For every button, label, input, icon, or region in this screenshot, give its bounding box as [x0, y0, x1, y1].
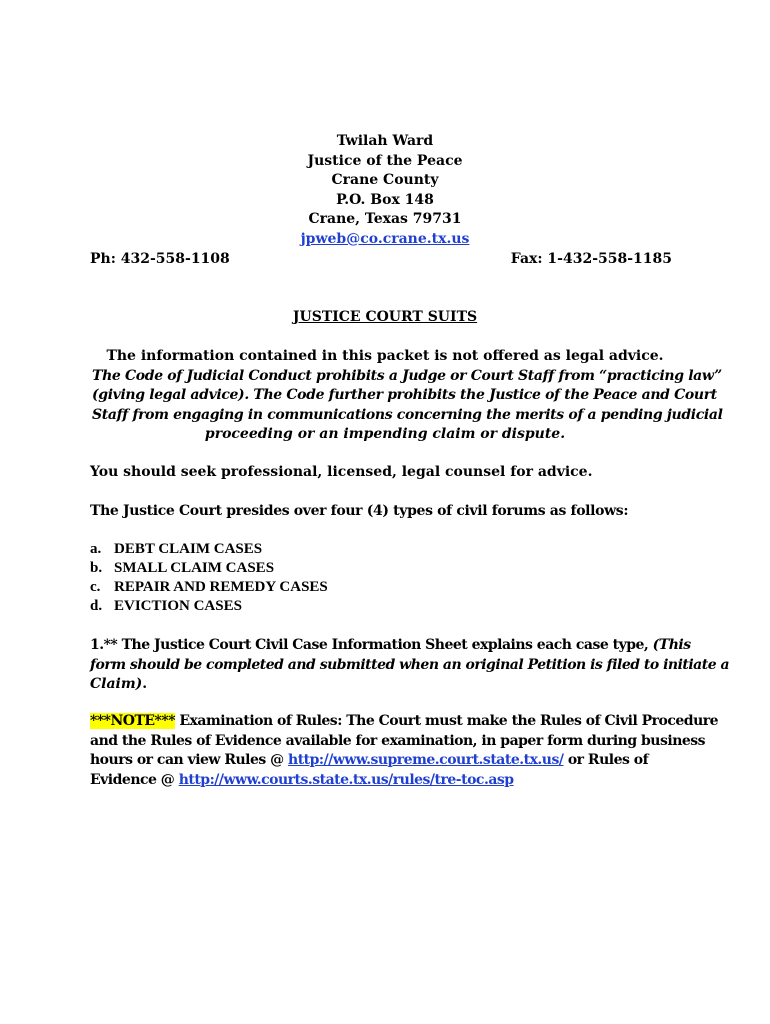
counsel-paragraph [90, 463, 680, 483]
list-item-label: EVICTION CASES [114, 598, 242, 614]
info-sheet-italic-1: (This [652, 637, 691, 653]
phone-number: Ph: 432-558-1108 [90, 251, 230, 267]
list-marker: b. [90, 560, 103, 576]
info-sheet-end: . [142, 676, 148, 692]
po-box: P.O. Box 148 [336, 191, 434, 208]
info-sheet-line-1 [90, 636, 691, 656]
list-item [90, 540, 490, 559]
disclaimer-line-2: The Code of Judicial Conduct prohibits a Judge or Court Staff from “practicing law” [92, 367, 722, 384]
list-item [90, 559, 490, 578]
list-marker: d. [90, 598, 103, 614]
note-line-1 [90, 712, 719, 732]
note-text-4: Evidence @ [90, 771, 179, 788]
info-sheet-italic-2: form should be completed and submitted when an original Petition is filed to initiate a [90, 656, 730, 673]
note-paragraph [90, 712, 719, 790]
list-marker: c. [90, 579, 101, 595]
city-state-zip: Crane, Texas 79731 [308, 211, 462, 227]
note-line-4 [90, 771, 680, 791]
disclaimer-line-1: The information contained in this packet is not offered as legal advice. [106, 348, 664, 364]
note-line-2: and the Rules of Evidence available for examination, in paper form during business [90, 732, 706, 749]
info-sheet-lead: 1.** The Justice Court Civil Case Information Sheet explains each case type, [90, 637, 653, 653]
note-tag: ***NOTE*** [90, 713, 176, 729]
judge-title: Justice of the Peace [307, 152, 463, 169]
forums-paragraph [90, 502, 680, 522]
legal-disclaimer [92, 347, 723, 445]
list-item [90, 597, 490, 616]
rules-link[interactable]: http://www.supreme.court.state.tx.us/ [288, 752, 564, 768]
info-sheet-line-3 [90, 675, 680, 695]
info-sheet-italic-3: Claim) [90, 676, 143, 692]
forums-intro: The Justice Court presides over four (4) types of civil forums as follows: [90, 503, 629, 519]
list-item-label: DEBT CLAIM CASES [114, 541, 263, 557]
page-title: JUSTICE COURT SUITS [292, 309, 478, 325]
info-sheet-paragraph [90, 636, 730, 695]
judge-name: Twilah Ward [336, 133, 434, 149]
evidence-link[interactable]: http://www.courts.state.tx.us/rules/tre-toc.asp [178, 771, 514, 788]
disclaimer-line-4: Staff from engaging in communications concerning the merits of a pending judicial [92, 406, 723, 423]
disclaimer-line-3: (giving legal advice). The Code further prohibits the Justice of the Peace and Court [92, 387, 717, 403]
contact-row [90, 250, 672, 270]
note-text-3b: or Rules of [563, 752, 649, 768]
email-line [0, 230, 770, 250]
county-name: Crane County [331, 172, 439, 188]
note-text-3: hours or can view Rules @ [90, 752, 289, 768]
note-text-1: Examination of Rules: The Court must make the Rules of Civil Procedure [175, 713, 719, 729]
list-marker: a. [90, 541, 102, 557]
disclaimer-line-5: proceeding or an impending claim or dispute. [204, 426, 566, 442]
note-line-3 [90, 751, 680, 771]
list-item-label: SMALL CLAIM CASES [114, 560, 275, 576]
letterhead [0, 132, 770, 249]
counsel-text: You should seek professional, licensed, legal counsel for advice. [90, 464, 593, 480]
list-item-label: REPAIR AND REMEDY CASES [114, 579, 328, 595]
list-item [90, 578, 490, 597]
fax-number: Fax: 1-432-558-1185 [510, 251, 672, 267]
case-type-list [90, 540, 490, 616]
email-link[interactable]: jpweb@co.crane.tx.us [300, 230, 470, 247]
